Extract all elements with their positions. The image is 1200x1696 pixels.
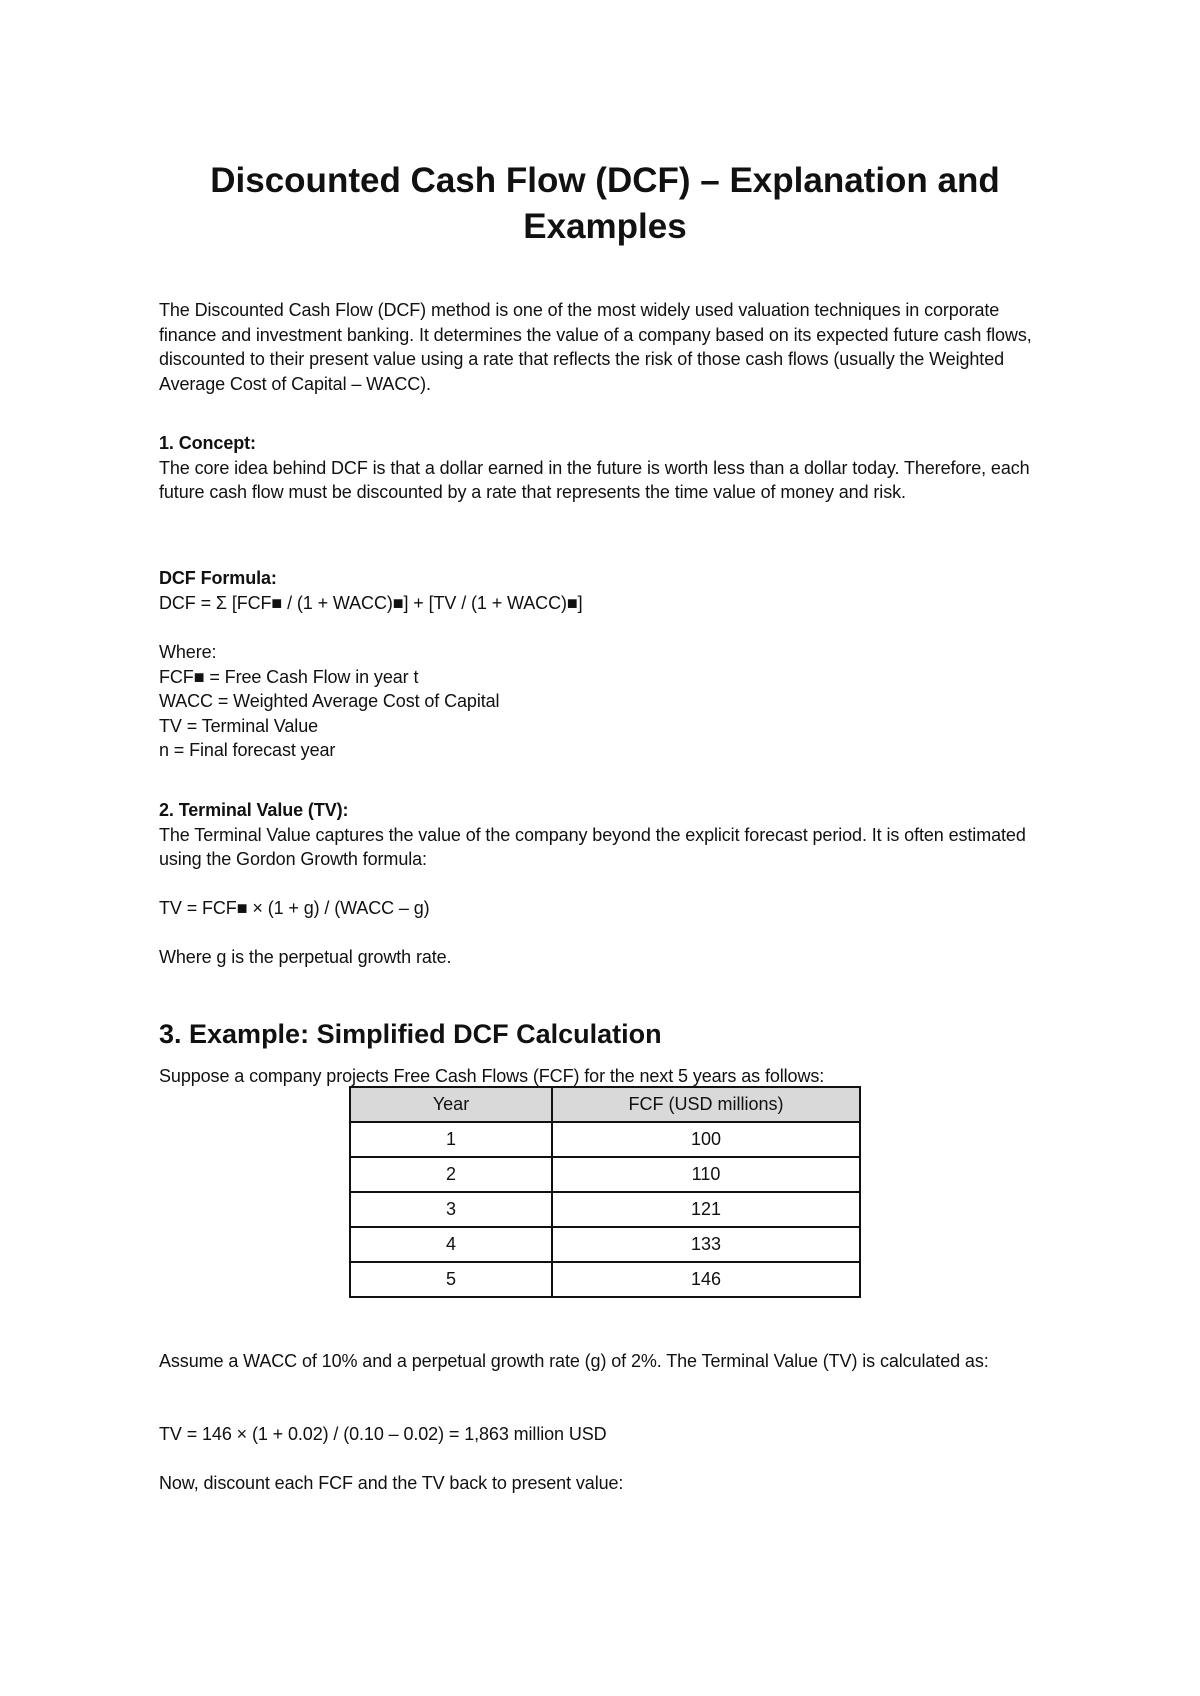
definition-fcf: FCF■ = Free Cash Flow in year t xyxy=(159,666,419,687)
cell-fcf: 133 xyxy=(552,1227,860,1262)
formula-section xyxy=(159,566,1059,615)
cell-fcf: 100 xyxy=(552,1122,860,1157)
document-title: Discounted Cash Flow (DCF) – Explanation and Examples xyxy=(210,161,1000,246)
growth-rate-note: Where g is the perpetual growth rate. xyxy=(159,947,452,967)
terminal-value-body: The Terminal Value captures the value of the company beyond the explicit forecast period. It is often estimated using the Gordon Growth formula: xyxy=(159,824,1026,869)
table-row xyxy=(350,1192,860,1227)
intro-text: The Discounted Cash Flow (DCF) method is one of the most widely used valuation techniques in corporate finance and investment banking. It determines the value of a company based on its expected future cash flows, discounted to their present value using a rate that reflects the risk of those cash flows (usually the Weighted Average Cost of Capital – WACC). xyxy=(159,300,1032,394)
assumption-block xyxy=(159,1349,1059,1374)
formula-expression: DCF = Σ [FCF■ / (1 + WACC)■] + [TV / (1 + WACC)■] xyxy=(159,592,583,613)
formula-heading: DCF Formula: xyxy=(159,568,277,588)
tv-calculation: TV = 146 × (1 + 0.02) / (0.10 – 0.02) = 1,863 million USD xyxy=(159,1424,607,1444)
definition-n: n = Final forecast year xyxy=(159,740,336,760)
table-row xyxy=(350,1157,860,1192)
header-year: Year xyxy=(350,1087,552,1122)
concept-section xyxy=(159,431,1059,505)
table-header-row xyxy=(350,1087,860,1122)
cell-fcf: 146 xyxy=(552,1262,860,1297)
where-label: Where: xyxy=(159,642,217,662)
terminal-value-section xyxy=(159,798,1059,872)
cell-fcf: 121 xyxy=(552,1192,860,1227)
terminal-value-heading: 2. Terminal Value (TV): xyxy=(159,800,349,820)
cell-year: 1 xyxy=(350,1122,552,1157)
intro-paragraph xyxy=(159,298,1059,396)
discount-note: Now, discount each FCF and the TV back to present value: xyxy=(159,1473,624,1493)
growth-rate-note-block xyxy=(159,945,1059,970)
table-row xyxy=(350,1227,860,1262)
formula-definitions xyxy=(159,640,1059,763)
cell-year: 2 xyxy=(350,1157,552,1192)
table-row xyxy=(350,1262,860,1297)
terminal-value-formula-block xyxy=(159,896,1059,921)
cell-year: 4 xyxy=(350,1227,552,1262)
definition-wacc: WACC = Weighted Average Cost of Capital xyxy=(159,691,500,711)
tv-calculation-block xyxy=(159,1422,1059,1447)
example-intro: Suppose a company projects Free Cash Flows (FCF) for the next 5 years as follows: xyxy=(159,1066,825,1086)
definition-tv: TV = Terminal Value xyxy=(159,715,319,736)
header-fcf: FCF (USD millions) xyxy=(552,1087,860,1122)
fcf-table xyxy=(349,1086,861,1298)
cell-fcf: 110 xyxy=(552,1157,860,1192)
assumption-text: Assume a WACC of 10% and a perpetual growth rate (g) of 2%. The Terminal Value (TV) is calculated as: xyxy=(159,1351,989,1371)
cell-year: 3 xyxy=(350,1192,552,1227)
concept-heading: 1. Concept: xyxy=(159,433,256,453)
example-intro-block xyxy=(159,1064,1059,1089)
table-row xyxy=(350,1122,860,1157)
example-heading: 3. Example: Simplified DCF Calculation xyxy=(159,1019,662,1049)
discount-note-block xyxy=(159,1471,1059,1496)
cell-year: 5 xyxy=(350,1262,552,1297)
concept-body: The core idea behind DCF is that a dollar earned in the future is worth less than a dollar today. Therefore, each future cash flow must be discounted by a rate that represents the time value of money and risk. xyxy=(159,457,1030,502)
terminal-value-expression: TV = FCF■ × (1 + g) / (WACC – g) xyxy=(159,898,430,918)
